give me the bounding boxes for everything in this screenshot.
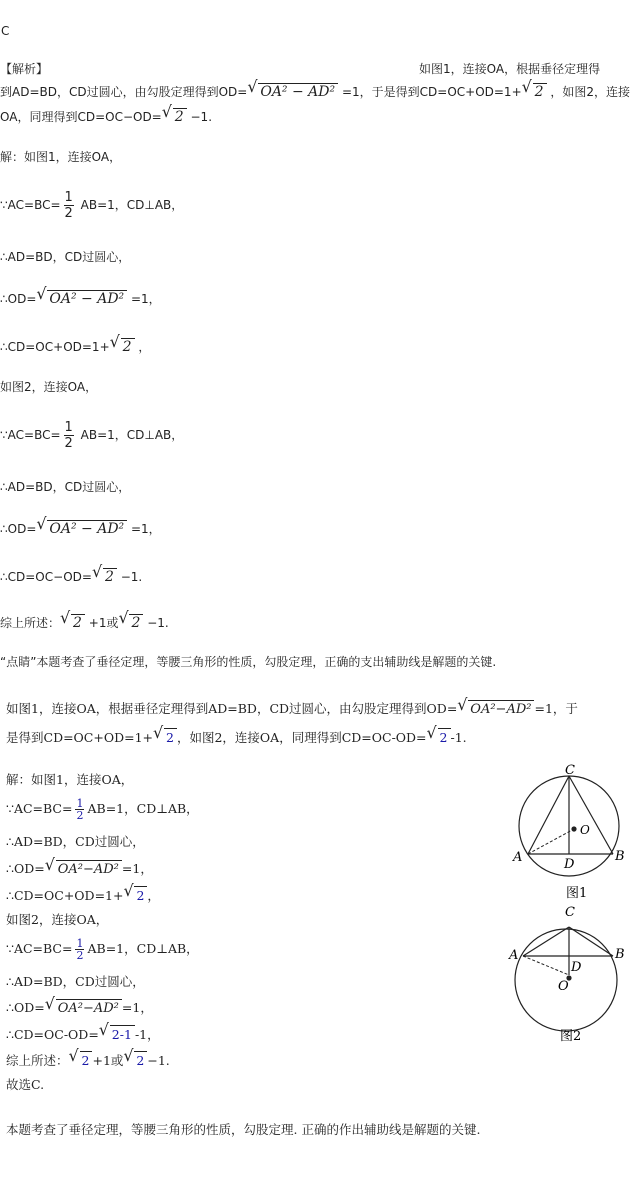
analysis-line-1: 如图1，连接OA，根据垂径定理得 <box>419 62 601 76</box>
fig2-label-d: D <box>571 960 582 975</box>
sec2-solution-line-4: ∴OD= √ OA²−AD² =1， <box>6 855 153 877</box>
solution-line-2: ∵AC=BC= $\frac{1}{2}$ AB=1，CD⊥AB， <box>0 190 184 221</box>
fig2-segment-oa <box>523 956 569 975</box>
fig1-label-a: A <box>513 850 523 865</box>
sec2-solution-line-3: ∴AD=BD，CD过圆心， <box>6 834 145 849</box>
sec2-answer-line: 故选C. <box>6 1077 45 1092</box>
fig1-label-d: D <box>564 857 575 872</box>
figure-2-circle-diagram <box>505 900 630 1048</box>
fig2-label-a: A <box>509 948 519 963</box>
sec2-analysis-line-1: 如图1，连接OA，根据垂径定理得到AD=BD，CD过圆心，由勾股定理得到OD= √ OA²−AD² =1，于 <box>6 695 578 717</box>
fig2-label-o: O <box>558 979 569 994</box>
solution-line-5: ∴CD=OC+OD=1+ √ 2 ， <box>0 332 151 355</box>
fig2-caption: 图2 <box>560 1029 582 1044</box>
fig2-segment-ca <box>523 927 569 956</box>
answer-letter: C <box>1 24 10 38</box>
fig1-caption: 图1 <box>566 886 588 901</box>
fig1-label-b: B <box>615 849 625 864</box>
analysis-line-3: OA，同理得到CD=OC−OD= √ 2 −1. <box>0 102 213 125</box>
solution-line-10: ∴CD=OC−OD= √ 2 −1. <box>0 562 143 585</box>
sec2-solution-line-1: 解：如图1，连接OA， <box>6 772 134 787</box>
sec2-commentary: 本题考查了垂径定理，等腰三角形的性质，勾股定理. 正确的作出辅助线是解题的关键. <box>6 1122 481 1137</box>
sec2-solution-line-2: ∵AC=BC= $\frac{1}{2}$ AB=1，CD⊥AB， <box>6 797 199 822</box>
sec2-analysis-line-2: 是得到CD=OC+OD=1+ √ 2 ，如图2，连接OA，同理得到CD=OC-OD= √ 2 -1. <box>6 723 467 745</box>
sec2-solution-line-5: ∴CD=OC+OD=1+ √ 2 ， <box>6 881 160 903</box>
sec2-solution-line-10: ∴CD=OC-OD= √ 2-1 -1， <box>6 1020 160 1042</box>
fig1-segment-ca <box>528 776 569 854</box>
solution-line-4: ∴OD= √ OA² − AD² =1， <box>0 284 161 307</box>
solution-conclusion: 综上所述： √ 2 +1或 √ 2 −1. <box>0 608 169 631</box>
analysis-line-2: 到AD=BD，CD过圆心，由勾股定理得到OD= √ OA² − AD² =1，于是得到CD=OC+OD=1+ √ 2 ，如图2，连接 <box>0 77 630 100</box>
solution-line-8: ∴AD=BD，CD过圆心， <box>0 480 131 494</box>
fig1-segment-cb <box>569 776 613 854</box>
fig1-center-dot <box>571 826 576 831</box>
analysis-heading: 【解析】 <box>0 62 49 76</box>
solution-line-7: ∵AC=BC= $\frac{1}{2}$ AB=1，CD⊥AB， <box>0 420 184 451</box>
fig2-label-c: C <box>565 905 575 920</box>
solution-line-3: ∴AD=BD，CD过圆心， <box>0 250 131 264</box>
sec2-solution-line-9: ∴OD= √ OA²−AD² =1， <box>6 994 153 1016</box>
fig2-segment-cb <box>569 927 613 956</box>
fig1-label-o: O <box>580 823 590 837</box>
commentary: “点睛”本题考查了垂径定理，等腰三角形的性质，勾股定理，正确的支出辅助线是解题的关键. <box>0 655 497 669</box>
sec2-solution-line-8: ∴AD=BD，CD过圆心， <box>6 974 145 989</box>
fig1-label-c: C <box>565 763 575 778</box>
figure-1-circle-diagram <box>505 760 630 905</box>
sec2-solution-line-7: ∵AC=BC= $\frac{1}{2}$ AB=1，CD⊥AB， <box>6 937 199 962</box>
fig2-label-b: B <box>615 947 625 962</box>
solution-line-6: 如图2，连接OA， <box>0 380 98 394</box>
sec2-solution-conclusion: 综上所述： √ 2 +1或 √ 2 −1. <box>6 1046 170 1068</box>
solution-line-1: 解：如图1，连接OA， <box>0 150 122 164</box>
solution-line-9: ∴OD= √ OA² − AD² =1， <box>0 514 161 537</box>
sec2-solution-line-6: 如图2，连接OA， <box>6 912 109 927</box>
